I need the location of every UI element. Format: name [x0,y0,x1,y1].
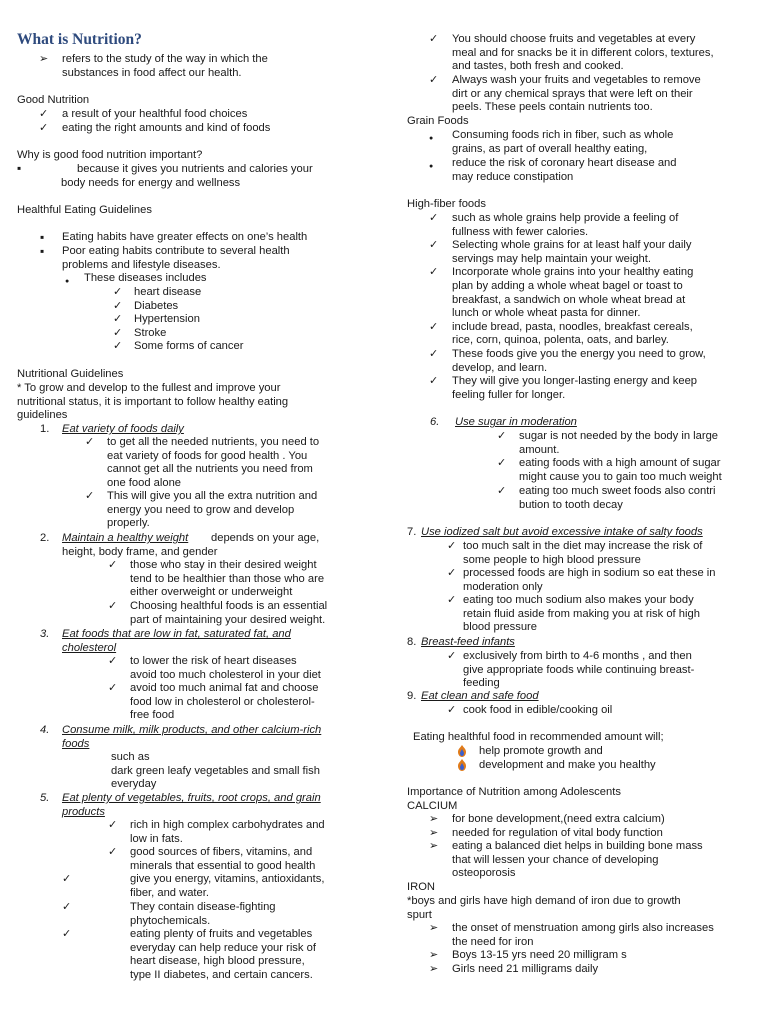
list-item-text: lunch or whole wheat pasta for dinner. [452,307,641,320]
list-item-text: Eating habits have greater effects on one’s health [62,231,308,243]
list-item-text: reduce the risk of coronary heart disease and [452,157,677,169]
check-icon: ✓ [447,567,457,579]
list-item-text: exclusively from birth to 4-6 months , and then [463,650,692,662]
list-item-text: eating plenty of fruits and vegetables [130,928,313,940]
list-item-text: eating a balanced diet helps in building bone mass [452,840,703,853]
check-icon: ✓ [429,74,439,86]
section-heading: Grain Foods [407,115,469,127]
flame-bullet-icon [457,745,467,757]
list-item-text: low in fats. [130,832,183,845]
check-icon: ✓ [113,326,123,339]
list-item-text: phytochemicals. [130,914,211,927]
check-icon: ✓ [447,540,457,552]
section-heading: Nutritional Guidelines [17,368,124,380]
paragraph-line: dark green leafy vegetables and small fish [111,764,320,777]
list-number: 3. [40,628,50,640]
arrow-bullet-icon: ➢ [429,840,439,853]
check-icon: ✓ [108,682,118,694]
list-item-text: eating too much sodium also makes your body [463,594,694,606]
arrow-bullet-icon: ➢ [429,826,439,839]
list-number: 2. [40,532,50,544]
guideline-title: Breast-feed infants [421,636,515,648]
list-item-text: one food alone [107,476,182,489]
guideline-title: Eat variety of foods daily [62,423,184,435]
check-icon: ✓ [113,299,123,312]
list-item-text: problems and lifestyle diseases. [62,258,221,271]
list-item-text: free food [130,709,175,722]
paragraph-line: * To grow and develop to the fullest and improve your [17,382,281,394]
list-item-text: minerals that essential to good health [130,859,316,872]
list-item-text: everyday can help reduce your risk of [130,941,316,954]
list-item-text: eating too much sweet foods also contri [519,485,716,497]
guideline-title: Maintain a healthy weight [62,532,189,544]
list-item-text: cannot get all the nutrients you need from [107,463,313,476]
list-item-text: a result of your healthful food choices [62,108,248,120]
list-item-text: blood pressure [463,621,538,634]
check-icon: ✓ [429,266,439,279]
list-item-text: peels. These peels contain nutrients too. [452,101,653,114]
check-icon: ✓ [113,340,123,353]
list-item-text: fullness with fewer calories. [452,225,589,238]
section-heading: Importance of Nutrition among Adolescents [407,786,621,798]
guideline-title: Use iodized salt but avoid excessive intake of salty foods [421,526,703,538]
check-icon: ✓ [108,600,118,612]
list-item-text: eating the right amounts and kind of foods [62,122,271,134]
dot-bullet-icon: ● [429,163,434,170]
guideline-title-rest: depends on your age, [211,532,320,544]
list-item-text: properly. [107,517,150,530]
check-icon: ✓ [108,846,118,858]
list-item-text: heart disease, high blood pressure, [130,955,305,968]
list-item-text: rich in high complex carbohydrates and [130,819,325,831]
dot-bullet-icon: ● [65,278,70,285]
list-item-text: because it gives you nutrients and calories your [77,163,313,175]
list-number: 8. [407,636,417,648]
check-icon: ✓ [429,33,439,45]
list-item-text: osteoporosis [452,867,516,880]
list-item-text: to get all the needed nutrients, you need to [107,436,320,448]
list-item-text: tend to be healthier than those who are [130,572,325,585]
list-item-text: Stroke [134,326,167,339]
square-bullet-icon: ▪ [40,230,45,244]
check-icon: ✓ [447,704,457,716]
paragraph-line: such as [111,751,150,763]
section-heading: High-fiber foods [407,198,486,210]
paragraph-line: spurt [407,908,432,921]
list-item-text: Some forms of cancer [134,340,244,353]
list-item-text: fiber, and water. [130,886,209,899]
guideline-title: Eat plenty of vegetables, fruits, root crops, and grain [62,792,321,804]
list-number: 1. [40,423,50,435]
check-icon: ✓ [85,490,95,502]
check-icon: ✓ [113,313,123,326]
list-item-text: type II diabetes, and certain cancers. [130,968,313,981]
dot-bullet-icon: ● [429,135,434,142]
guideline-title-rest: height, body frame, and gender [62,546,218,558]
list-item-text: Boys 13-15 yrs need 20 milligram s [452,949,627,962]
list-item-text: Consuming foods rich in fiber, such as whole [452,129,674,141]
list-item-text: that will lessen your chance of developing [452,853,659,866]
list-item-text: These foods give you the energy you need to grow, [452,348,706,360]
guideline-title: cholesterol [62,642,117,654]
list-item-text: grains, as part of overall healthy eating, [452,142,648,155]
flame-bullet-icon [457,759,467,771]
sub-heading: IRON [407,881,435,893]
list-item-text: sugar is not needed by the body in large [519,430,719,442]
arrow-bullet-icon: ➢ [429,962,439,975]
list-item-text: some people to high blood pressure [463,553,641,566]
section-heading: Eating healthful food in recommended amount will; [413,731,664,743]
list-item-text: They will give you longer-lasting energy and keep [452,375,698,388]
list-item-text: food low in cholesterol or cholesterol- [130,695,315,708]
check-icon: ✓ [62,928,72,940]
list-item-text: Girls need 21 milligrams daily [452,962,599,975]
list-item-text: breakfast, a sandwich on whole wheat bread at [452,293,686,306]
list-item-text: Poor eating habits contribute to several health [62,245,290,257]
check-icon: ✓ [497,430,507,442]
check-icon: ✓ [447,650,457,662]
square-bullet-icon: ▪ [40,244,45,258]
check-icon: ✓ [497,457,507,469]
list-item-text: refers to the study of the way in which the [62,53,268,65]
list-number: 7. [407,526,417,538]
list-item-text: Diabetes [134,299,179,312]
check-icon: ✓ [108,655,118,667]
list-item-text: Selecting whole grains for at least half your daily [452,239,692,252]
check-icon: ✓ [429,348,439,360]
list-item-text: servings may help maintain your weight. [452,252,651,265]
list-item-text: energy you need to grow and develop [107,503,295,516]
list-item-text: meal and for snacks be it in different colors, textures, [452,46,714,59]
check-icon: ✓ [108,819,118,831]
check-icon: ✓ [497,485,507,497]
list-item-text: part of maintaining your desired weight. [130,613,326,626]
section-heading: Healthful Eating Guidelines [17,204,152,216]
list-item-text: include bread, pasta, noodles, breakfast cereals, [452,320,693,333]
check-icon: ✓ [39,108,49,120]
list-item-text: feeding [463,677,500,690]
guideline-title: foods [62,738,90,750]
list-item-text: These diseases includes [84,272,207,284]
list-item-text: the need for iron [452,935,534,948]
check-icon: ✓ [108,559,118,571]
check-icon: ✓ [429,375,439,388]
list-item-text: develop, and learn. [452,361,548,374]
list-item-text: and tastes, both fresh and cooked. [452,60,624,73]
list-item-text: body needs for energy and wellness [61,177,241,189]
list-number: 5. [40,792,50,804]
list-item-text: eating foods with a high amount of sugar [519,457,721,469]
paragraph-line: nutritional status, it is important to follow healthy eating [17,395,289,408]
arrow-bullet-icon: ➢ [429,922,439,934]
list-item-text: substances in food affect our health. [62,66,242,79]
list-item-text: Incorporate whole grains into your healthy eating [452,266,694,279]
check-icon: ✓ [429,212,439,224]
list-item-text: those who stay in their desired weight [130,559,317,571]
check-icon: ✓ [62,873,72,885]
section-heading: Good Nutrition [17,94,90,106]
list-item-text: for bone development,(need extra calcium) [452,813,665,825]
check-icon: ✓ [85,436,95,448]
check-icon: ✓ [62,901,72,913]
guideline-title: Consume milk, milk products, and other calcium-rich [62,724,322,736]
check-icon: ✓ [113,286,123,298]
arrow-bullet-icon: ➢ [39,53,49,65]
list-item-text: avoid too much animal fat and choose [130,682,319,694]
check-icon: ✓ [447,594,457,606]
list-item-text: This will give you all the extra nutrition and [107,490,318,502]
list-item-text: processed foods are high in sodium so eat these in [463,567,716,579]
guideline-title: Eat foods that are low in fat, saturated fat, and [62,628,291,640]
list-item-text: to lower the risk of heart diseases [130,655,297,667]
check-icon: ✓ [429,239,439,252]
list-item-text: might cause you to gain too much weight [519,470,722,483]
list-item-text: needed for regulation of vital body function [452,826,663,839]
list-item-text: Hypertension [134,313,200,326]
list-item-text: heart disease [134,286,202,298]
list-item-text: amount. [519,443,560,456]
list-item-text: too much salt in the diet may increase the risk of [463,540,703,552]
list-number: 4. [40,724,50,736]
list-item-text: You should choose fruits and vegetables at every [452,33,696,45]
arrow-bullet-icon: ➢ [429,813,439,825]
list-item-text: either overweight or underweight [130,586,293,599]
list-item-text: give appropriate foods while continuing breast- [463,663,695,676]
square-bullet-icon: ▪ [17,161,22,175]
list-item-text: good sources of fibers, vitamins, and [130,846,313,858]
check-icon: ✓ [39,122,49,134]
list-item-text: Always wash your fruits and vegetables to remove [452,74,701,86]
list-item-text: rice, corn, quinoa, polenta, oats, and barley. [452,334,669,347]
list-item-text: give you energy, vitamins, antioxidants, [130,873,325,885]
paragraph-line: everyday [111,778,157,791]
page-title: What is Nutrition? [17,31,142,48]
list-item-text: feeling fuller for longer. [452,388,566,401]
paragraph-line: *boys and girls have high demand of iron due to growth [407,895,681,907]
section-heading: Why is good food nutrition important? [17,149,203,161]
sub-heading: CALCIUM [407,800,458,812]
list-item-text: plan by adding a whole wheat bagel or toast to [452,280,683,292]
list-item-text: moderation only [463,580,543,593]
list-item-text: cook food in edible/cooking oil [463,704,613,716]
list-item-text: bution to tooth decay [519,498,623,511]
guideline-title: Eat clean and safe food [421,690,539,702]
guideline-title: products [62,806,105,818]
list-item-text: such as whole grains help provide a feeling of [452,212,679,224]
guideline-title: Use sugar in moderation [455,416,577,428]
list-number: 6. [430,416,440,428]
list-item-text: may reduce constipation [452,170,574,183]
list-item-text: development and make you healthy [479,759,656,771]
list-item-text: Choosing healthful foods is an essential [130,600,328,612]
paragraph-line: guidelines [17,409,68,422]
list-item-text: retain fluid aside from making you at risk of high [463,607,700,620]
check-icon: ✓ [429,320,439,333]
list-item-text: help promote growth and [479,745,603,757]
list-item-text: dirt or any chemical sprays that were left on their [452,87,693,100]
arrow-bullet-icon: ➢ [429,949,439,962]
list-item-text: eat variety of foods for good health . You [107,449,308,462]
list-item-text: avoid too much cholesterol in your diet [130,668,321,681]
list-item-text: the onset of menstruation among girls also increases [452,922,714,934]
list-number: 9. [407,690,417,702]
list-item-text: They contain disease-fighting [130,901,276,913]
